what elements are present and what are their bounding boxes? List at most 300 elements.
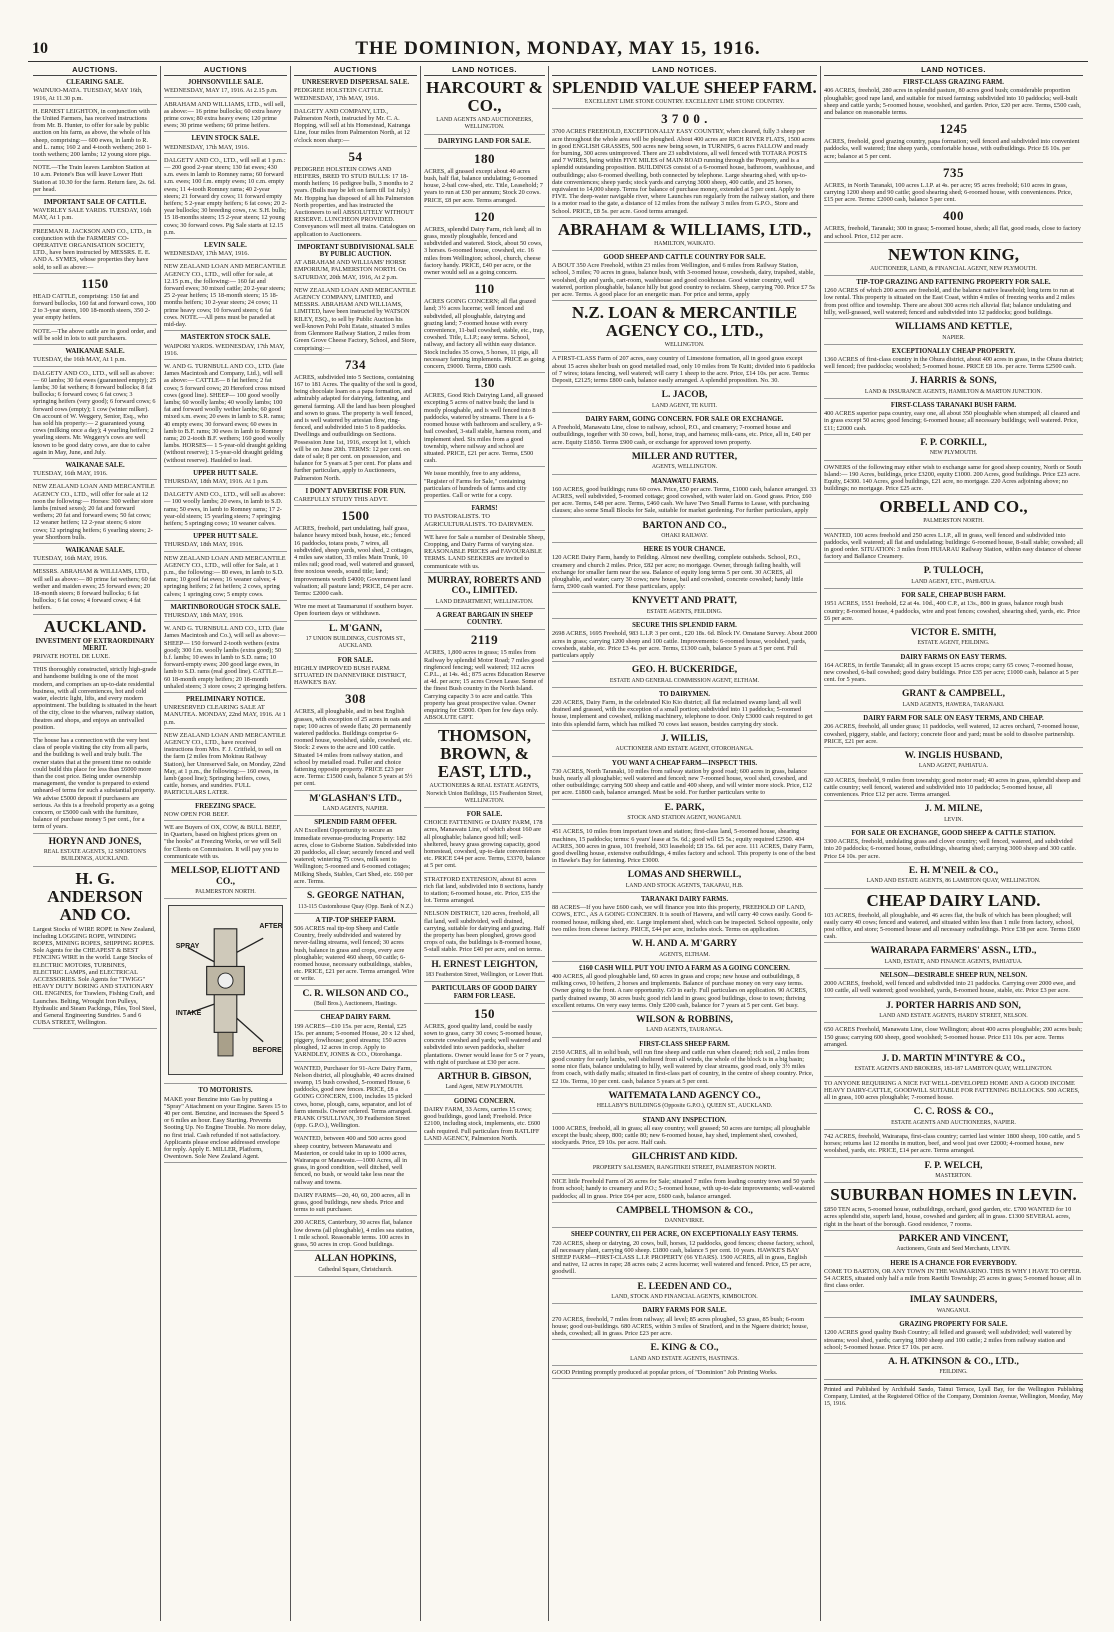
ads-list <box>164 79 287 1163</box>
ad-heading: FOR SALE. <box>337 656 374 664</box>
ad-display-headline: H. G. ANDERSON AND CO. <box>47 868 143 924</box>
ad-body-text: WE are Buyers of OX, COW, & BULL BEEF, in Quarters, based on highest prices given on "the hooks" at Freezing Works, or we will Sell for Clients on Commission. It will pay you to communicate with us. <box>164 824 282 860</box>
ad-body-text: 103 ACRES, freehold, all ploughable, and 46 acres flat, the bulk of which has been ploughed; will easily carry 40 cows; fenced and watered, and situated within less than 1 mile from factory, school, post office, and store; 5-roomed house and all necessary outbuildings. Price £38 per acre. Terms £600 cash. <box>824 911 1081 941</box>
ad-body-text: DAIRY FARM, 33 Acres, carries 15 cows; good buildings, good land; Freehold. Price £2100, including stock, implements, etc. £600 cash required. Full particulars from RATLIFF LAND AGENCY, Palmerston North. <box>424 1105 541 1142</box>
classified-ad <box>552 1282 817 1305</box>
ad-heading: WAIKANAE SALE. <box>65 461 125 469</box>
ad-advertiser-address: LAND & INSURANCE AGENTS, HAMILTON & MARTON JUNCTION. <box>864 388 1043 395</box>
ad-advertiser-address: 17 UNION BUILDINGS, CUSTOMS ST., AUCKLAND. <box>305 636 406 650</box>
classified-ad <box>552 1178 817 1203</box>
ad-body-text: TUESDAY, the 16th MAY, At 1 p.m. <box>33 356 127 364</box>
classified-ad <box>824 464 1083 496</box>
classified-ad <box>824 592 1083 625</box>
classified-ad <box>33 328 157 345</box>
ad-body-text: The house has a connection with the very best class of people visiting the city from all parts, and the building is well and truly built. The owner states that at the present time no outside could build this place for less than £6000 more than the cost price. Being under ownership management, the vendor is prepared to extend unheard-of terms for such a substantial property. We advise £5000 deposit if purchasers are serious. As this is a freehold property as a going concern, or £5000 cash with the furniture, balance of purchase money 5 per cent., for a term of years. <box>33 737 156 831</box>
ad-heading: FIRST-CLASS SHEEP FARM. <box>639 1040 730 1048</box>
classified-ad <box>824 689 1083 712</box>
ad-acreage-figure: 734 <box>345 356 366 372</box>
ad-heading: GOING CONCERN. <box>453 1097 516 1105</box>
ad-advertiser-address: LAND AGENT, ETC., PAHIATUA. <box>911 578 996 585</box>
ad-body-text: 88 ACRES—If you have £600 cash, we will finance you into this property, FREEHOLD OF LAND, COWS, ETC., AS A GOING CONCERN. It is south of Hawera, and will carry 40 cows easily. Good 6-roomed house, milking shed, etc. Large implement shed, which can be inspected. School opposite, only two miles from cheese factory. PRICE, £44 per acre, includes stock. Terms on application. <box>552 904 813 933</box>
classified-ad <box>424 910 545 956</box>
ad-display-headline: SPLENDID VALUE SHEEP FARM. <box>552 78 817 98</box>
classified-ad <box>424 1072 545 1095</box>
classified-ad <box>824 209 1083 242</box>
classified-ad <box>824 654 1083 687</box>
ad-body-text: ACRES GOING CONCERN; all flat grazed land; 3½ acres lucerne; well fenced and subdivided, all ploughable, dairying and grazing land; 7-roomed house with every convenience, 11-bail cowshed, stable, etc., trap, cowshed. Title, L.I.P.; easy terms. School, railway, and factory all within easy distance. Stock includes 35 cows, 5 horses, 11 pigs, all necessary farming implements. PRICE as going concern, £9000. Terms, £800 cash. <box>424 298 545 371</box>
classified-ad <box>824 1321 1083 1354</box>
ad-acreage-figure: 1245 <box>939 121 968 137</box>
ad-advertiser-name: J. WILLIS, <box>661 733 708 744</box>
ad-body-text: DALGETY AND CO., LTD., will sell as above:— 100 woolly lambs; 20 ewes, in lamb to S.D. rams; 50 ewes, in lamb to Romney rams; 17 2-year-old steers; 15 yearling steers; 7 springing heifers; 5 springing cows; 10 weaner calves. <box>164 491 286 527</box>
classified-ad <box>824 246 1083 276</box>
ad-body-text: HIGHLY IMPROVED BUSH FARM. SITUATED IN DANNEVIRKE DISTRICT, HAWKE'S BAY. <box>294 664 407 687</box>
ad-body-text: 2698 ACRES, 1695 Freehold, 983 L.I.P. 3 per cent., £20 18s. 6d. Block IV. Omatane Survey. About 2000 acres in grass; carrying 1200 sheep and 100 cattle. Improvements: 6-roomed house, woolshed, yards, cowsheds, stable, etc. Price £3 4s. per acre. Terms, £1300 cash, balance 5 years at 5 per cent. Full particulars apply <box>552 630 817 659</box>
ad-body-text: DALGETY AND CO., LTD., will sell as above:— 60 lambs; 30 fat ewes (guaranteed empty); 25 lambs; 30 fat wethers; 8 forward bullocks; 8 fat bullocks; 6 forward cows; 6 fat cows; 3 springing heifers (very good); 6 forward cows; 6 forward cows (empty); 1 cow (winter milker). On account of W. Weggery, Senior, Esq., who has sold his property:— 2 guaranteed young cows (milking once a day); 4 yearling heifers; 2 yearling steers. Mr. Weggery's cows are well known to be good dairy cows, are due to calve again in May, June, and July. <box>33 369 157 456</box>
classified-ad <box>824 866 1083 889</box>
ad-heading: FIRST-CLASS TARANAKI BUSH FARM. <box>890 402 1017 410</box>
classified-ad <box>164 363 287 467</box>
ad-heading: TO MOTORISTS. <box>198 1087 253 1095</box>
ad-heading: GRAZING PROPERTY FOR SALE. <box>899 1321 1008 1329</box>
classified-ad <box>294 1135 417 1188</box>
ad-body-text: ACRES, freehold, Taranaki; 300 in grass; 5-roomed house, sheds; all flat, good roads, close to factory and school. Price, £12 per acre. <box>824 225 1081 240</box>
ad-advertiser-name: E. KING & CO., <box>650 1343 719 1354</box>
ad-body-text: 730 ACRES, North Taranaki, 10 miles from railway station by good road; 600 acres in grass, balance bush, nearly all ploughable; well watered and fenced; new 7-roomed house, wool shed, cowshed, and other outbuildings; carrying 500 sheep and cattle and 400 sheep, and will winter more stock. Price, £12 per acre. £1800 cash, balance arranged. Must be sold. For further particulars write to <box>552 767 813 797</box>
ad-body-text: 3700 ACRES FREEHOLD, EXCEPTIONALLY EASY COUNTRY, when cleared, fully 3 sheep per acre throughout the whole area will be ploughed. About 400 acres are RICH RIVER FLATS, 1500 acres in good ENGLISH GRASSES, 500 acres new being sown, in TURNIPS, 6 acres FALLOW and ready for burning, 300 acres unimproved. There are 23 subdivisions, all well fenced with TOTARA POSTS and 7 WIRES, being within FIVE MILES of MAIN ROAD running through the Property, and is a splendid outstanding proposition. BUILDINGS consist of a 6-roomed house, bathroom, washhouse, and outbuildings; also 6-roomed dwelling, both connected by telephone. Large shearing shed, with up-to-date conveniences; sheep yards; stock yards and carrying 3000 sheep, 400 cattle, and 25 horses, equivalent to 14,000 sheep. Terms for balance of purchase money, extended at 5 per cent. Apply to FIVE. The deep-water navigable river, where Launches run regularly from the railway station, and there is a motor road to the gate, a distance of 12 miles from the railway 3 miles from G.P.O., Store and School. PRICE, £8 5s. per acre. Good terms arranged. <box>552 128 815 215</box>
ads-list <box>552 79 817 1379</box>
classified-ad <box>164 803 287 821</box>
ad-body-text: WANTED, between 400 and 500 acres good sheep country, between Manawatu and Masterton, or could take in up to 1000 acres, Wairarapa or Manawatu.—1000 Acres, all in grass, in good condition, well ditched, well fenced, no bush, or would take less near the railway and towns. <box>294 1135 407 1186</box>
ad-body-text: DAIRY FARMS—20, 40, 60, 200 acres, all in grass, good buildings, new sheds. Price and terms to suit purchaser. <box>294 1191 411 1214</box>
ad-advertiser-address: OHAKI RAILWAY. <box>661 533 708 540</box>
masthead <box>28 36 1088 62</box>
ad-heading: TO DAIRYMEN. <box>659 690 710 698</box>
ad-advertiser-address: 113-115 Customhouse Quay (Opp. Bank of N.Z.) <box>298 903 413 910</box>
ad-body-text: COME TO BARTON, OR ANY TOWN IN THE WAIMARINO. THIS IS WHY I HAVE TO OFFER. 54 ACRES, situated only half a mile from Raetihi Township; 25 acres in grass; 5-roomed house; all in first class order. <box>824 1267 1082 1290</box>
classified-ad <box>552 1206 817 1229</box>
ad-body-text: CHOICE FATTENING or DAIRY FARM, 178 acres, Manawatu Line, of which about 160 are all ploughable; balance good hill; well-sheltered, heavy grass growing capacity, good homestead, cowshed, up-to-date conveniences etc. PRICE £44 per acre. Terms, £3370, balance at 5 per cent. <box>424 819 545 870</box>
ad-heading: DAIRY FARM FOR SALE ON EASY TERMS, AND CHEAP. <box>863 715 1044 723</box>
ad-body-text: TUESDAY, 16th MAY, 1916. <box>33 470 108 478</box>
classified-ad <box>824 532 1083 564</box>
ad-advertiser-name: C. C. ROSS & CO., <box>913 1107 994 1118</box>
ad-heading: WAIKANAE SALE. <box>65 348 125 356</box>
ad-advertiser-name: IMLAY SAUNDERS, <box>909 1295 998 1306</box>
classified-ad <box>33 199 157 225</box>
ad-acreage-figure: 1150 <box>81 275 109 291</box>
ad-advertiser-address: LAND AGENTS, HAWERA, TARANAKI. <box>902 701 1005 708</box>
ad-body-text: DALGETY AND COMPANY, LTD., Palmerston North, instructed by Mr. C. A. Hopping, will sell at his Homestead, Kairanga Line, four miles from Palmerston North, at 12 o'clock noon sharp:— <box>294 107 411 144</box>
classified-ad <box>824 438 1083 461</box>
classified-ad <box>824 1260 1083 1293</box>
ad-body-text: 506 ACRES real tip-top Sheep and Cattle Country, freely subdivided and watered by never-failing streams, well fenced; 30 acres bush, balance in grass and crops, every acre ploughable; watered 460 sheep, 60 cattle; 6-roomed house, necessary outbuildings, stables, etc. PRICE, £21 per acre. Terms arranged. Wire or write. <box>294 924 415 983</box>
classified-ad <box>294 624 417 654</box>
classified-ad <box>294 1192 417 1217</box>
ad-body-text: 1200 ACRES good quality Bush Country; all felled and grassed; well subdivided; well watered by streams; wool shed, yards; carrying 1800 sheep and 100 cattle; 2 miles from railway station and school; 5-roomed house. Price £7 10s. per acre. <box>824 1329 1072 1351</box>
ad-body-text: 200 ACRES, Canterbury, 30 acres flat, balance low downs (all ploughable), 4 miles sea station, 1 mile school. Reasonable terms. 100 acres in grass, 50 acres in crop. Good buildings. <box>294 1219 415 1248</box>
classified-ad <box>552 546 817 593</box>
classified-ad <box>164 470 287 488</box>
ad-body-text: DALGETY AND CO., LTD., will sell at 1 p.m.:— 200 good 2-year steers; 130 fat ewes; 430 s.m. ewes in lamb to Romney rams; 60 forward s.m. ewes; 100 f.m. empty ewes; 10 c.m. empty ewes; 11 4-tooth Romney rams; 40 2-year steers; 21 forward dry cows; 11 forward empty heifers; 5 2-year empty heifers; 6 fat cows; 20 2-year bullocks; 30 breeding cows, r.w. S.H. bulls; 15 18-months steers; 15 2-year steers; 12 young cows; 30 forward cows. Pig Sale starts at 12.15 p.m. <box>164 156 287 236</box>
ad-heading: DAIRYING LAND FOR SALE. <box>437 137 532 145</box>
ad-body-text: NEW ZEALAND LOAN AND MERCANTILE AGENCY CO., LTD., will offer for Sale, at 1 p.m., the following:— 80 ewes, in lamb to S.D. rams; 10 good fat ewes; 16 weaner calves; 4 springing heifers; 2 fat heifers; 2 cows, spring calves; 1 springing cow; 5 empty cows. <box>164 554 286 598</box>
classified-ad <box>552 416 817 449</box>
classified-ad <box>294 488 417 506</box>
classified-ad <box>552 390 817 413</box>
classified-ad <box>552 254 817 301</box>
ad-advertiser-name: L. JACOB, <box>661 390 708 401</box>
ad-advertiser-address: HAMILTON, WAIKATO. <box>654 240 715 247</box>
ad-body-text: HEAD CATTLE, comprising: 150 fat and forward bullocks, 160 fat and forward cows, 100 2 to 3-year steers, 100 18-month steers, 350 2-year empty heifers. <box>33 292 156 322</box>
ad-advertiser-address: PROPERTY SALESMEN, RANGITIKEI STREET, PALMERSTON NORTH. <box>592 1164 777 1171</box>
ad-body-text: 164 ACRES, in fertile Taranaki; all in grass except 15 acres crops; carry 65 cows; 7-roomed house, new cowshed, 6-bail cowshed; good dairy buildings. Price £35 per acre; £1000 cash, balance at 5 per cent. for 5 years. <box>824 661 1079 684</box>
ad-acreage-figure: 1500 <box>341 508 370 524</box>
ad-heading: SHEEP COUNTRY, £11 PER ACRE, ON EXCEPTIONALLY EASY TERMS. <box>571 1231 798 1239</box>
classified-ad <box>552 452 817 475</box>
column-6 <box>820 66 1086 1621</box>
ad-body-text: 2000 ACRES, freehold, well fenced and subdivided into 21 paddocks. Carrying over 2000 ewe, and 100 cattle, all well watered; good woolshed, yards, 8-roomed house, stable, etc. Price £3 per acre. <box>824 980 1076 995</box>
classified-ad <box>552 1117 817 1150</box>
ad-heading: FREEZING SPACE. <box>195 802 256 810</box>
ad-advertiser-name: GILCHRIST AND KIDD. <box>631 1152 738 1163</box>
ad-body-text: A Freehold, Manawatu Line, close to railway, school, P.O., and creamery; 7-roomed house and outbuildings, together with 30 cows, bull, horse, trap, and harness; milk-cans, etc. Price, all in, £40 per acre. Equity £1850. Terms £900 cash, or exchange for approved town property. <box>552 424 811 446</box>
classified-ad <box>552 1152 817 1175</box>
ad-acreage-figure: 54 <box>348 148 363 164</box>
ad-body-text: WAIPORI YARDS. WEDNESDAY, 17th MAY, 1916. <box>164 342 285 357</box>
classified-ad <box>824 1054 1083 1077</box>
ad-body-text: ACRES, freehold, part undulating, half grass, balance heavy mixed bush, house, etc.; fenced 16 paddocks, totara posts, 7 wires, all subdivided, sheep yards, wool shed, 2 cottages, 4 miles saw station, 33 miles Main Trunk, 10 miles rail; good road, well watered and grassed, free noxious weeds, sound title; land; improvements worth £4000; Government land valuation; all pasture land; PRICE, £4 per acre. Terms: £2000 cash. <box>294 525 415 597</box>
classified-ad <box>294 794 417 817</box>
ad-body-text: ACRES, all ploughable, and in best English grasses, with exception of 25 acres in oats and rape; 100 acres of swede flats; 20 permanently watered paddocks. Buildings comprise 6-roomed house, woolshed, stable, cowshed, etc. Stock: 2 ewes to the acre and 100 cattle. Situated 14 miles from railway station, and school by metalled road. Fuller and choice fattening opposite property. PRICE £23 per acre. Terms: £1500 cash, balance 5 years at 5½ per cent. <box>294 708 413 788</box>
classified-ad <box>824 972 1083 998</box>
ad-body-text: MESSRS. ABRAHAM & WILLIAMS, LTD., will sell as above:— 80 prime fat wethers; 60 fat wether and maiden ewes; 25 forward ewes; 20 18-month steers; 8 forward bullocks; 6 fat bullocks; 6 fat cows; 4 forward cows; 4 fat heifers. <box>33 568 156 612</box>
column-heading: AUCTIONS. <box>33 66 157 76</box>
classified-ad <box>824 1295 1083 1318</box>
ad-body-text: THURSDAY, 18th MAY, 1916. At 1 p.m. <box>164 477 269 485</box>
classified-ad <box>424 727 545 808</box>
ad-advertiser-name: P. TULLOCH, <box>923 566 984 577</box>
classified-ad <box>294 603 417 620</box>
ad-body-text: NOW OPEN FOR BEEF. <box>164 810 229 818</box>
ad-heading: IMPORTANT SALE OF CATTLE. <box>43 199 147 207</box>
ad-heading: A GREAT BARGAIN IN SHEEP COUNTRY. <box>436 611 533 627</box>
ad-body-text: ABRAHAM AND WILLIAMS, LTD., will sell, as above:— 16 prime bullocks; 60 extra heavy prime cows; 80 extra heavy ewes; 120 prime ewes; 30 prime wethers; 60 prime heifers. <box>164 100 286 130</box>
ad-body-text: 650 ACRES Freehold, Manawatu Line, close Wellington; about 400 acres ploughable; 200 acres bush; 150 grass; carrying 600 sheep, good woolshed; 5-roomed house. Price £11 10s. per acre. Terms arranged. <box>824 1026 1083 1048</box>
classified-ad <box>424 505 545 531</box>
ad-advertiser-name: H. ERNEST LEIGHTON, <box>431 959 538 970</box>
classified-ad <box>824 1080 1083 1105</box>
classified-ad <box>294 819 417 888</box>
classified-ad <box>164 824 287 863</box>
ad-advertiser-address: AUCTIONEER, LAND, & FINANCIAL AGENT, NEW PLYMOUTH. <box>870 265 1037 272</box>
ad-advertiser-address: WANGANUI. <box>936 1307 971 1314</box>
column-heading: LAND NOTICES. <box>824 66 1083 76</box>
ad-advertiser-name: GEO. H. BUCKERIDGE, <box>631 665 738 676</box>
ad-display-headline: SUBURBAN HOMES IN LEVIN. <box>830 1185 1077 1205</box>
classified-ad <box>824 628 1083 651</box>
ad-body-text: NOTE.—The Train leaves Lambton Station at 10 a.m. Petone's Bus will leave Lower Hutt Station at 10.30 for the farm. Return fare, 2s. 6d. per head. <box>33 164 156 193</box>
classified-ad <box>552 965 817 1012</box>
ad-heading: TARANAKI DAIRY FARMS. <box>640 896 729 904</box>
classified-ad <box>33 737 157 834</box>
ad-advertiser-name: M'GLASHAN'S LTD., <box>309 793 402 804</box>
ad-advertiser-name: WAITEMATA LAND AGENCY CO., <box>608 1090 761 1101</box>
classified-ad <box>552 112 817 217</box>
ad-advertiser-name: ALLAN HOPKINS, <box>314 1254 397 1265</box>
classified-ad <box>164 242 287 260</box>
ad-heading: £160 CASH WILL PUT YOU INTO A FARM AS A GOING CONCERN. <box>579 964 790 972</box>
ad-advertiser-name: PARKER AND VINCENT, <box>898 1233 1009 1244</box>
ad-body-text: 199 ACRES—£10 15s. per acre, Rental, £25 15s. per annum; 5-roomed House, 20 x 12 shed, piggery, fowlhouse; good streams; 150 acres ploughed, 12 acres in crop. Apply to YARNDLEY, JONES & CO., Otorohanga. <box>294 1022 415 1059</box>
ad-advertiser-address: ESTATE AGENTS AND BROKERS, 183-187 LAMBTON QUAY, WELLINGTON. <box>854 1066 1053 1073</box>
ad-advertiser-address: LAND AND ESTATE AGENTS, HASTINGS. <box>630 1355 739 1362</box>
ad-body-text: NEW ZEALAND LOAN AND MERCANTILE AGENCY CO., LTD., have received instructions from Mrs. F. J. Critfield, to sell on the farm (2 miles from Mokirau Railway Station), her Unreserved Sale, on Monday, 22nd May, at 1 p.m., the following:— 160 ewes, in lamb (good line); Springing heifers, cows, cattle, horses, and sundries. FULL PARTICULARS LATER. <box>164 731 286 797</box>
ad-heading: MARTINBOROUGH STOCK SALE. <box>170 603 281 611</box>
ad-heading: I DON'T ADVERTISE FOR FUN. <box>305 487 406 495</box>
classified-ad <box>824 1133 1083 1158</box>
ad-advertiser-address: 183 Featherston Street, Wellington, or Lower Hutt. <box>425 972 544 979</box>
ad-body-text: WANTED, 100 acres freehold and 250 acres L.I.P., all in grass, well fenced and subdivided into paddocks, well watered; all flat and undulating; buildings: 6-roomed house, 8-stall stable; cowshed; all in good order. SITUATION: 3 miles from HUIARAU Railway Station, within easy distance of cheese factory and Ballance Creamery. <box>824 531 1083 561</box>
ad-advertiser-address: FEILDING. <box>939 1369 968 1376</box>
column-heading: LAND NOTICES. <box>552 66 817 76</box>
classified-ad <box>164 334 287 360</box>
ad-advertiser-address: ESTATE AGENTS, FEILDING. <box>646 608 723 615</box>
ad-advertiser-address: PALMERSTON NORTH. <box>195 889 256 896</box>
classified-ad <box>164 625 287 693</box>
ad-display-headline: ABRAHAM & WILLIAMS, LTD., <box>557 219 812 239</box>
classified-ad <box>294 891 417 914</box>
ad-heading: FIRST-CLASS GRAZING FARM. <box>902 79 1005 87</box>
ad-display-headline: HARCOURT & CO., <box>426 78 543 116</box>
classified-ad <box>824 946 1083 969</box>
ad-advertiser-address: (Bull Bros.), Auctioneers, Hastings. <box>314 1001 397 1008</box>
ad-advertiser-name: C. R. WILSON AND CO., <box>302 988 409 999</box>
page-title: THE DOMINION, MONDAY, MAY 15, 1916. <box>355 38 761 59</box>
classified-ad <box>552 1091 817 1114</box>
ad-body-text: ACRES, 1,800 acres in grass; 15 miles from Railway by splendid Motor Road; 7 miles good ringfenced fencing; well watered; 112 acres C.P.L., at 14s. 4d.; 875 acres Education Reserve at 4d. per acre; 15 acres Crown Lease. Some of the finest Bush country in the North Island. Carrying capacity 3 to acre and cattle. This property has great prospective value. Owner enquiring for £5000. Open for few days only. ABSOLUTE GIFT. <box>424 649 545 722</box>
classified-ad <box>424 576 545 609</box>
ad-heading: YOU WANT A CHEAP FARM—INSPECT THIS. <box>611 759 758 767</box>
ad-body-text: TO PASTORALISTS. TO AGRICULTURALISTS. TO DAIRYMEN. <box>424 513 534 528</box>
classified-ad <box>33 277 157 325</box>
classified-ad <box>552 221 817 251</box>
classified-ad <box>294 1014 417 1061</box>
ads-list <box>824 79 1083 1379</box>
ad-advertiser-address: AUCTIONEERS & REAL ESTATE AGENTS, Norwich Union Buildings, 115 Featherston Street, WELLINGTON. <box>426 783 543 804</box>
ad-heading: CLEARING SALE. <box>66 79 124 87</box>
classified-ad <box>824 1026 1083 1051</box>
ad-heading: HERE IS YOUR CHANCE. <box>643 546 726 554</box>
classified-ad <box>424 985 545 1003</box>
classified-ad <box>424 376 545 467</box>
classified-ad <box>294 917 417 986</box>
classified-ad <box>824 79 1083 119</box>
classified-ad <box>552 622 817 662</box>
classified-ad <box>33 870 157 1030</box>
classified-ad <box>824 1234 1083 1257</box>
classified-ad <box>164 866 287 899</box>
classified-ad <box>164 263 287 331</box>
ad-heading: UPPER HUTT SALE. <box>193 469 258 477</box>
ad-heading: INVESTMENT OF EXTRAORDINARY MERIT. <box>35 637 155 652</box>
ad-advertiser-address: STOCK AND STATION AGENT, WANGANUI. <box>627 815 742 822</box>
classified-ad <box>552 665 817 688</box>
classified-ad <box>294 79 417 105</box>
ad-advertiser-address: Cathedral Square, Christchurch. <box>318 1266 393 1273</box>
ad-advertiser-name: KNYVETT AND PRATT, <box>632 596 737 607</box>
spray-attachment-illustration <box>168 905 283 1075</box>
ad-heading: PRELIMINARY NOTICE. <box>185 696 266 704</box>
classified-ad <box>424 612 545 630</box>
column-2 <box>160 66 290 1621</box>
ad-heading: SECURE THIS SPLENDID FARM. <box>632 622 737 630</box>
ad-body-text: ACRES, good quality land, could be easily sown to grass, carry 30 cows; 5-roomed house, concrete cowshed and yards; well watered and subdivided into seven paddocks, shelter plantations. Owner would lease for 5 or 7 years, with right of purchase at £30 per acre. <box>424 1022 546 1066</box>
ad-advertiser-name: WILLIAMS AND KETTLE, <box>895 322 1012 333</box>
classified-ad <box>294 1219 417 1251</box>
ad-heading: JOHNSONVILLE SALE. <box>187 79 264 87</box>
ad-advertiser-name: A. H. ATKINSON & CO., LTD., <box>888 1356 1019 1367</box>
classified-ad <box>824 804 1083 827</box>
ad-body-text: 620 ACRES, freehold, 9 miles from township; good motor road; 40 acres in grass, splendid sheep and cattle country; well fenced, watered and subdivided into 10 paddocks; 5-roomed house, all conveniences. Price £12 per acre. Terms arranged. <box>824 776 1081 799</box>
classified-ad <box>552 1343 817 1366</box>
ad-advertiser-address: ESTATE AGENT, FEILDING. <box>917 640 990 647</box>
ad-acreage-figure: 180 <box>474 150 495 166</box>
ad-body-text: 406 ACRES, freehold, 280 acres in splendid pasture, 80 acres good bush; considerable proportion ploughable; good rape land, and suitable for mixed farming; subdivided into 10 paddocks; well-built sheep and cattle yards; 5-roomed house, woolshed, and garden. Price, £20 per acre. Terms, £500 cash, and balance on reasonable terms. <box>824 87 1081 117</box>
classified-ad <box>552 521 817 544</box>
classified-ad <box>294 358 417 485</box>
classified-ad <box>824 166 1083 207</box>
classified-ad <box>424 79 545 134</box>
ad-heading: LEVIN STOCK SALE. <box>191 135 260 143</box>
classified-ad <box>33 547 157 565</box>
classified-ad <box>164 101 287 133</box>
classified-ad <box>164 533 287 551</box>
classified-ad <box>164 491 287 530</box>
ad-acreage-figure: 150 <box>474 1005 495 1021</box>
classified-ad <box>294 287 417 355</box>
ad-body-text: WE have for Sale a number of Desirable Sheep, Cropping, and Dairy Farms of varying size. REASONABLE PRICES and FAVOURABLE TERMS. LAND SEEKERS are invited to communicate with us. <box>424 533 545 570</box>
ad-display-headline: THOMSON, BROWN, & EAST, LTD., <box>437 726 532 782</box>
classified-ad <box>552 939 817 962</box>
ad-advertiser-address: LAND AGENT, PAHIATUA. <box>918 763 989 770</box>
ad-body-text: TUESDAY, 16th MAY, 1916. <box>33 555 108 563</box>
classified-ad <box>424 152 545 207</box>
ad-body-text: 720 ACRES, sheep or dairying, 20 cows, bull, horses, 12 paddocks, good fences; cheese factory, school, all necessary plant, carrying 600 sheep. £1800 cash, balance 5 per cent. 10 years. HAWKE'S BAY SHEEP FARM—FIRST-CLASS L.I.P. PROPERTY (66 YEARS). 1500 ACRES, all in grass, English and native, 12 acres in rape; 28 acres oats; 2 acres lucerne; well watered and fenced. Price, £5 per acre, goodwill. <box>552 1239 815 1276</box>
classified-ad <box>424 138 545 149</box>
classified-ad <box>552 734 817 757</box>
ad-heading: TIP-TOP GRAZING AND FATTENING PROPERTY FOR SALE. <box>856 279 1051 287</box>
ad-body-text: NEW ZEALAND LOAN AND MERCANTILE AGENCY CO., LTD., will offer for sale, at 12.15 p.m., the following:— 160 fat and forward ewes; 30 mixed cattle; 20 2-year steers; 25 2-year heifers; 15 18-month steers; 15 18-months heifers; 10 2-year steers; 24 cows; 11 prime heavy cows; 10 forward steers; 6 fat cows. NOTE.—All pens must be paraded at mid-day. <box>164 263 286 329</box>
ad-body-text: THURSDAY, 18th MAY, 1916. <box>164 612 244 619</box>
classified-ad <box>824 1186 1083 1231</box>
ad-body-text: NOTE.—The above cattle are in good order, and will be sold in lots to suit purchasers. <box>33 327 157 342</box>
classified-ad <box>294 150 417 241</box>
classified-ad <box>294 657 417 690</box>
ad-heading: SPLENDID FARM OFFER. <box>314 819 397 827</box>
column-4 <box>420 66 548 1621</box>
ad-body-text: WEDNESDAY, 17th MAY, 1916. <box>164 250 250 258</box>
ad-body-text: AN Excellent Opportunity to secure an immediate revenue-producing Property: 182 acres, close to Gisborne Station. Subdivided into 20 paddocks, all clear; securely fenced and well watered; wintering 75 cows, milk sent to Wellington; 5-roomed and 6-roomed cottages; Milking Sheds, Stables, Cart Shed, etc. £60 per acre. Terms. <box>294 827 417 885</box>
classified-ad <box>164 1087 287 1163</box>
classified-ad <box>33 164 157 196</box>
ad-body-text: WAVERLEY SALE YARDS. TUESDAY, 16th MAY, At 1 p.m. <box>33 207 152 222</box>
ad-body-text: A BOUT 350 Acre Freehold, within 23 miles from Wellington, and 6 miles from Railway Station, school, 3 miles; 70 acres in grass, balance bush, with 3-roomed house, cowsheds, dairy, trapshed, stable, woolshed, dip and yards, cart-room, washhouse and good cookhouse. Good winter country, well watered, portion ploughable, balance hilly but good country to reclaim. Sheep, carrying 700. Price £7 5s per acre. Terms. A good place for an energetic man. For price and terms, apply <box>552 262 815 299</box>
ad-advertiser-address: DANNEVIRKE. <box>664 1218 705 1225</box>
ad-body-text: NEW ZEALAND LOAN AND MERCANTILE AGENCY COMPANY, LIMITED, and MESSRS. ABRAHAM AND WILLIAMS, LIMITED, have been instructed by WATSON RILEY, ESQ., to sell by Public Auction his well-known Pohi Pohi Estate, situated 3 miles from Glenmore Railway Station, 2 miles from Green Grove Cheese Factory, School, and Store, comprising:— <box>294 286 417 352</box>
classified-ad <box>552 691 817 731</box>
ad-heading: CHEAP DAIRY FARM. <box>320 1014 391 1022</box>
ad-advertiser-name: BARTON AND CO., <box>642 520 727 531</box>
ad-heading: DAIRY FARMS ON EASY TERMS. <box>900 653 1007 661</box>
ad-acreage-figure: 110 <box>474 281 495 297</box>
figure-label: BEFORE <box>252 1047 282 1055</box>
classified-ad <box>164 905 287 1084</box>
ad-advertiser-address: NAPIER. <box>942 334 965 341</box>
classified-ad <box>552 803 817 826</box>
ad-body-text: 160 ACRES, good buildings; runs 60 cows. Price, £50 per acre. Terms, £1000 cash, balance arranged. 33 ACRES, well subdivided, 5-roomed cottage; good cowshed, with water laid on. Good grass. Price, £60 per acre. Terms, £48 per acre. Terms, £460 cash. We have Two Small Farms to Lease, with purchasing clauses; also some Small Blocks for Sale, suitable for market gardening. For further particulars, apply <box>552 485 817 515</box>
ad-heading: HERE IS A CHANCE FOR EVERYBODY. <box>890 1259 1017 1267</box>
classified-ad <box>552 478 817 518</box>
column-5 <box>548 66 820 1621</box>
ad-body-text: WEDNESDAY, MAY 17, 1916. At 2.15 p.m. <box>164 87 278 95</box>
classified-ad <box>824 777 1083 802</box>
classified-ad <box>824 279 1083 319</box>
ad-advertiser-address: ESTATE AND GENERAL COMMISSION AGENT, ELTHAM. <box>609 677 760 684</box>
classified-ad <box>824 122 1083 163</box>
ad-display-headline: ORBELL AND CO., <box>879 497 1028 517</box>
ad-body-text: PRIVATE HOTEL DE LUXE. <box>33 653 110 660</box>
ad-advertiser-name: J. HARRIS & SONS, <box>910 376 997 387</box>
column-1 <box>30 66 160 1621</box>
ad-acreage-figure: 130 <box>474 375 495 391</box>
classified-ad <box>424 1007 545 1069</box>
ad-advertiser-address: EXCELLENT LIME STONE COUNTRY. EXCELLENT LIME STONE COUNTRY. <box>584 99 785 106</box>
ad-heading: EXCEPTIONALLY CHEAP PROPERTY. <box>891 347 1016 355</box>
column-heading: AUCTIONS <box>294 66 417 76</box>
classified-ad <box>424 470 545 502</box>
ad-acreage-figure: 735 <box>943 164 964 180</box>
figure-label: SPRAY <box>175 943 200 951</box>
ad-advertiser-address: LAND AGENTS, TAURANGA. <box>646 1027 723 1034</box>
classified-ad <box>294 1254 417 1277</box>
ad-heading: MASTERTON STOCK SALE. <box>180 334 271 342</box>
ad-heading: DAIRY FARMS FOR SALE. <box>642 1307 727 1315</box>
ad-body-text: WAINUIO-MATA. TUESDAY, MAY 16th, 1916, At 11.30 p.m. <box>33 87 143 102</box>
classified-ad <box>552 870 817 893</box>
ad-acreage-figure: 3 7 0 0 . <box>661 111 708 127</box>
classified-ad <box>164 604 287 622</box>
ad-display-headline: CHEAP DAIRY LAND. <box>866 890 1041 910</box>
ad-body-text: 206 ACRES, freehold, all under grass; 11 paddocks, well watered, 12 acres orchard, 7-roomed house, cowshed, piggery, stable, and factory; concrete floor and yard; must be sold to dissolve partnership. PRICE, £21 per acre. <box>824 723 1080 745</box>
ad-display-headline: NEWTON KING, <box>888 244 1019 264</box>
ad-body-text: ACRES, freehold, good grazing country, papa formation; well fenced and subdivided into convenient paddocks, well watered; fine sheep yards, comfortable house, with outbuildings. Price £6 10s. per acre; balance at 5 per cent. <box>824 138 1080 160</box>
classified-ad <box>824 830 1083 863</box>
ad-body-text: PEDIGREE HOLSTEIN CATTLE. WEDNESDAY, 17th MAY, 1916. <box>294 87 384 102</box>
ad-advertiser-address: LAND AND STOCK AGENTS, TAKAPAU, H.B. <box>625 882 744 889</box>
classified-ad <box>424 811 545 873</box>
ad-advertiser-address: Auctioneers, Grain and Seed Merchants, LEVIN. <box>896 1246 1011 1253</box>
classified-ad <box>33 79 157 105</box>
ad-body-text: 742 ACRES, freehold, Wairarapa, first-class country; carried last winter 1800 sheep, 100 cattle, and 5 horses; returns last 12 months in mutton, beef, and wool just over £2000; 4-roomed house, new woolshed, yards, etc. PRICE, £14 per acre. Terms arranged. <box>824 1132 1080 1155</box>
ad-body-text: MAKE your Benzine into Gas by putting a "Spray" Attachment on your Engine. Saves 15 to 40 per cent. Benzine, and increases the Speed 5 or 6 miles an hour. Easy Starting. Prevents Sooting Up. No Engine Trouble. No more delay, no first trial. Cash refunded if not satisfactory. Applicants please enclose addressed envelope for reply. Apply E. MILLER, Platform, Owentown. Sole New Zealand Agent. <box>164 1095 288 1161</box>
ad-heading: LEVIN SALE. <box>204 242 247 250</box>
ad-acreage-figure: 400 <box>943 208 964 224</box>
ad-body-text: NELSON DISTRICT, 120 acres, freehold, all flat land, well subdivided, well drained, carrying, suitable for dairying and grazing. Half the property has been ploughed, grows good crops of oats, the buildings is 8-roomed house, 5-stall stable. Price £40 per acre, and on terms. <box>424 910 545 954</box>
ad-advertiser-name: GRANT & CAMPBELL, <box>901 689 1005 700</box>
classified-ad <box>424 960 545 983</box>
ad-heading: FOR SALE. <box>466 811 503 818</box>
